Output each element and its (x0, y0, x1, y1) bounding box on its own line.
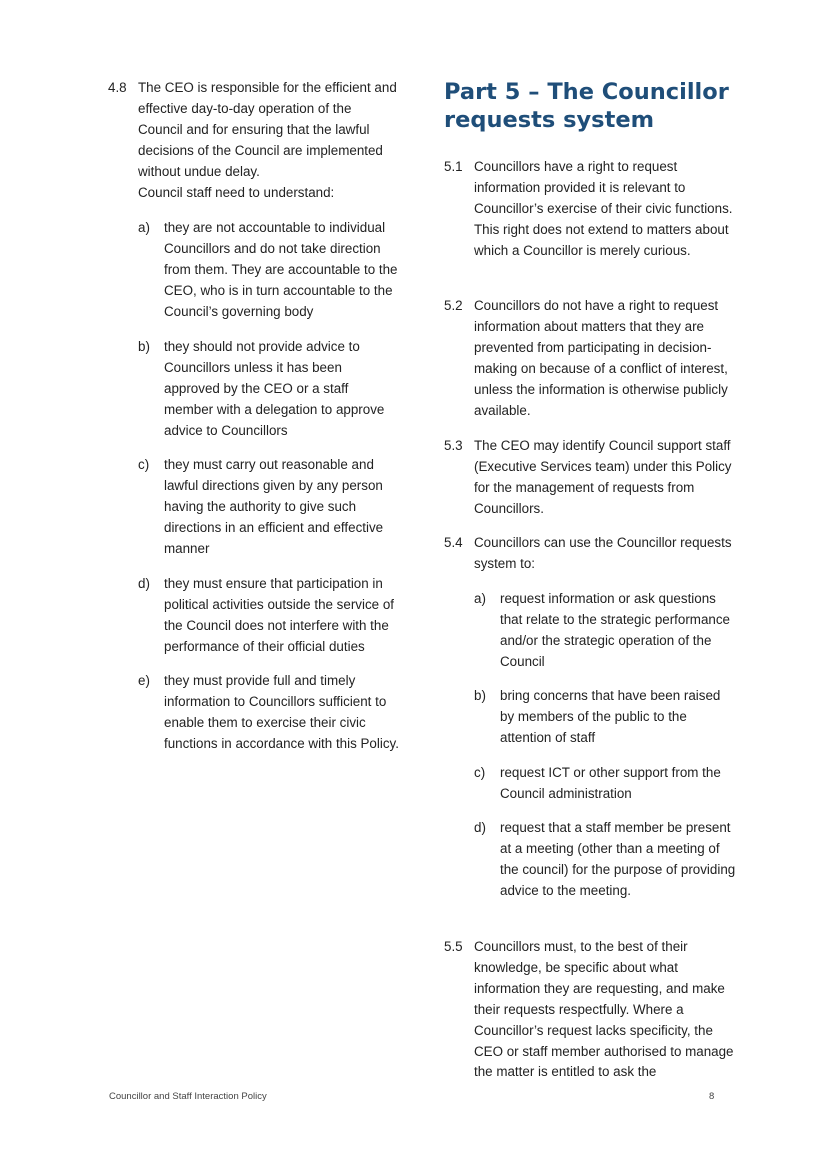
paragraph-number: 5.5 (444, 939, 463, 954)
footer-page-number: 8 (709, 1091, 715, 1102)
list-item-text: request ICT or other support from the Council administration (500, 765, 721, 801)
section-heading: Part 5 – The Councillor requests system (444, 79, 729, 133)
list-item (138, 218, 400, 323)
paragraph-text-continued: Council staff need to understand: (138, 184, 335, 200)
list-item-marker: e) (138, 673, 150, 688)
paragraph-5-2 (444, 296, 736, 421)
list-item (138, 671, 400, 755)
paragraph-text: Councillors can use the Councillor requests system to: (474, 535, 732, 571)
paragraph-text: The CEO may identify Council support staff (Executive Services team) under this Policy for the management of requests from Councillors. (474, 438, 732, 516)
list-item-marker: a) (474, 591, 486, 606)
paragraph-text: Councillors must, to the best of their knowledge, be specific about what information they are requesting, and make their requests respectfully. Where a Councillor’s request lacks specificity, the CEO or staff member authorised to manage the matter is entitled to ask the (474, 939, 734, 1080)
list-item-text: they must carry out reasonable and lawful directions given by any person having the authority to give such directions in an efficient and effective manner (164, 457, 384, 556)
paragraph-5-4 (444, 533, 736, 575)
list-item (138, 337, 400, 442)
list-item-marker: c) (138, 457, 150, 472)
footer-document-title: Councillor and Staff Interaction Policy (109, 1091, 267, 1102)
paragraph-text: Councillors have a right to request information provided it is relevant to Councillor’s exercise of their civic functions. This right does not extend to matters about which a Councillor is merely curious. (474, 159, 733, 258)
list-item-marker: a) (138, 220, 150, 235)
list-item-text: request that a staff member be present at a meeting (other than a meeting of the council) for the purpose of providing advice to the meeting. (500, 820, 736, 898)
paragraph-number: 5.1 (444, 159, 463, 174)
list-item-marker: d) (474, 820, 486, 835)
paragraph-5-1 (444, 157, 736, 262)
paragraph-text: The CEO is responsible for the efficient and effective day-to-day operation of the Council and for ensuring that the lawful decisions of the Council are implemented without undue delay. (138, 80, 397, 179)
list-item (474, 818, 736, 902)
list-item-text: bring concerns that have been raised by members of the public to the attention of staff (500, 688, 721, 745)
list-item-text: they should not provide advice to Councillors unless it has been approved by the CEO or a staff member with a delegation to approve advice to Councillors (164, 339, 385, 438)
paragraph-number: 5.4 (444, 535, 463, 550)
list-item (474, 589, 736, 673)
paragraph-number: 5.2 (444, 298, 463, 313)
list-item (474, 763, 736, 805)
list-item-marker: c) (474, 765, 486, 780)
list-item-text: they are not accountable to individual Councillors and do not take direction from them. They are accountable to the CEO, who is in turn accountable to the Council’s governing body (164, 220, 398, 319)
list-item-text: they must ensure that participation in political activities outside the service of the Council does not interfere with the performance of their official duties (164, 576, 394, 654)
list-item-text: request information or ask questions that relate to the strategic performance and/or the strategic operation of the Council (500, 591, 730, 669)
list-item (474, 686, 736, 749)
list-item-text: they must provide full and timely information to Councillors sufficient to enable them to exercise their civic functions in accordance with this Policy. (164, 673, 399, 751)
list-item (138, 455, 400, 560)
paragraph-number: 5.3 (444, 438, 463, 453)
list-item-marker: b) (474, 688, 486, 703)
paragraph-5-5 (444, 937, 736, 1083)
paragraph-number: 4.8 (108, 80, 127, 95)
paragraph-4-8 (108, 78, 398, 203)
list-item-marker: b) (138, 339, 150, 354)
paragraph-text: Councillors do not have a right to request information about matters that they are prevented from participating in decision-making on because of a conflict of interest, unless the information is otherwise publicly available. (474, 298, 728, 418)
paragraph-5-3 (444, 436, 736, 520)
list-item (138, 574, 400, 658)
list-item-marker: d) (138, 576, 150, 591)
